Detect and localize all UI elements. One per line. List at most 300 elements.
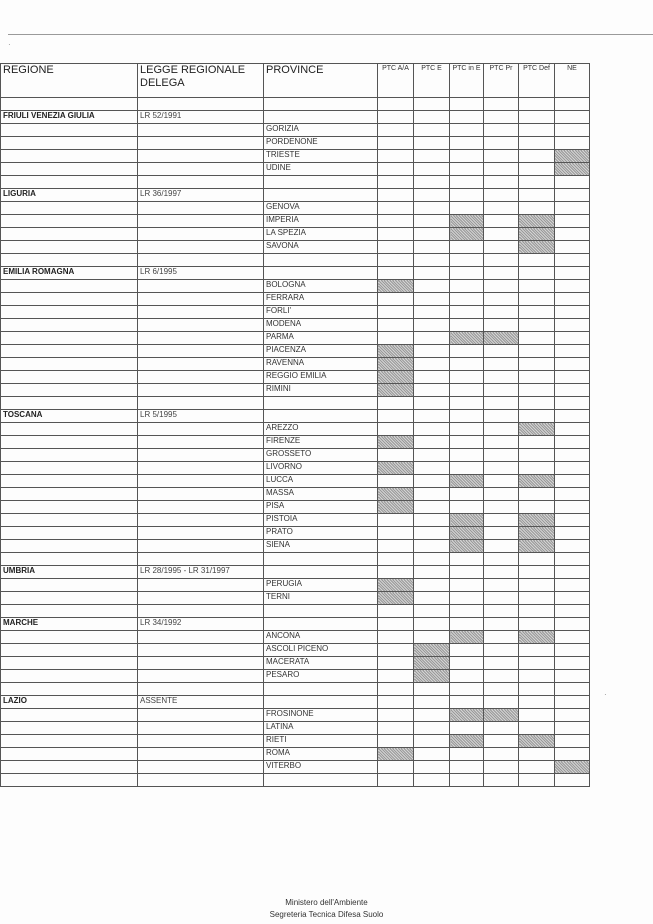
province-row xyxy=(1,241,590,254)
spacer-cell xyxy=(378,605,414,618)
spacer-cell xyxy=(1,553,138,566)
region-cell xyxy=(1,592,138,605)
blank-cell xyxy=(138,774,264,787)
status-cell xyxy=(484,527,519,540)
status-mark-cell xyxy=(555,150,590,163)
spacer-cell xyxy=(414,254,450,267)
status-cell xyxy=(555,592,590,605)
status-cell xyxy=(378,696,414,709)
region-row xyxy=(1,267,590,280)
status-cell xyxy=(378,631,414,644)
law-cell xyxy=(138,540,264,553)
province-row xyxy=(1,215,590,228)
province-name: FIRENZE xyxy=(264,436,378,449)
status-cell xyxy=(450,644,484,657)
status-cell xyxy=(555,514,590,527)
status-cell xyxy=(378,540,414,553)
region-cell xyxy=(1,488,138,501)
header-ptc-aa: PTC A/A xyxy=(378,64,414,98)
table-header-row xyxy=(1,64,590,98)
status-cell xyxy=(484,722,519,735)
province-name: RAVENNA xyxy=(264,358,378,371)
province-name: PERUGIA xyxy=(264,579,378,592)
province-row xyxy=(1,475,590,488)
status-cell xyxy=(378,410,414,423)
status-cell xyxy=(519,345,555,358)
law-cell xyxy=(138,748,264,761)
status-mark-cell xyxy=(378,501,414,514)
law-cell xyxy=(138,488,264,501)
spacer-cell xyxy=(264,254,378,267)
province-row xyxy=(1,514,590,527)
status-cell xyxy=(484,670,519,683)
spacer-row xyxy=(1,254,590,267)
status-mark-cell xyxy=(450,215,484,228)
region-law: LR 5/1995 xyxy=(138,410,264,423)
region-row xyxy=(1,410,590,423)
law-cell xyxy=(138,579,264,592)
law-cell xyxy=(138,137,264,150)
spacer-cell xyxy=(519,397,555,410)
region-name: LIGURIA xyxy=(1,189,138,202)
region-cell xyxy=(1,514,138,527)
status-cell xyxy=(555,111,590,124)
status-cell xyxy=(414,592,450,605)
status-cell xyxy=(555,332,590,345)
spacer-cell xyxy=(450,176,484,189)
status-cell xyxy=(484,384,519,397)
status-cell xyxy=(378,228,414,241)
status-cell xyxy=(555,137,590,150)
province-row xyxy=(1,709,590,722)
law-cell xyxy=(138,384,264,397)
province-name: FORLI' xyxy=(264,306,378,319)
status-cell xyxy=(555,124,590,137)
status-cell xyxy=(519,501,555,514)
region-cell xyxy=(1,423,138,436)
law-cell xyxy=(138,462,264,475)
region-cell xyxy=(1,631,138,644)
spacer-cell xyxy=(450,98,484,111)
region-row xyxy=(1,618,590,631)
region-cell xyxy=(1,527,138,540)
status-cell xyxy=(450,306,484,319)
status-cell xyxy=(450,189,484,202)
status-cell xyxy=(519,436,555,449)
status-cell xyxy=(414,449,450,462)
status-cell xyxy=(378,267,414,280)
status-cell xyxy=(414,514,450,527)
status-cell xyxy=(555,527,590,540)
spacer-cell xyxy=(519,254,555,267)
status-cell xyxy=(484,319,519,332)
status-cell xyxy=(414,475,450,488)
status-cell xyxy=(414,345,450,358)
status-cell xyxy=(519,410,555,423)
status-cell xyxy=(414,124,450,137)
spacer-row xyxy=(1,397,590,410)
status-cell xyxy=(519,163,555,176)
region-cell xyxy=(1,332,138,345)
status-mark-cell xyxy=(519,735,555,748)
status-cell xyxy=(450,579,484,592)
province-row xyxy=(1,644,590,657)
status-cell xyxy=(484,293,519,306)
status-cell xyxy=(519,267,555,280)
status-mark-cell xyxy=(378,592,414,605)
status-cell xyxy=(555,722,590,735)
status-mark-cell xyxy=(450,332,484,345)
status-cell xyxy=(414,293,450,306)
status-cell xyxy=(555,462,590,475)
status-cell xyxy=(450,319,484,332)
status-cell xyxy=(484,111,519,124)
status-cell xyxy=(484,371,519,384)
ptc-status-table xyxy=(0,63,590,787)
region-law: LR 36/1997 xyxy=(138,189,264,202)
spacer-cell xyxy=(555,553,590,566)
province-row xyxy=(1,540,590,553)
status-cell xyxy=(484,306,519,319)
status-cell xyxy=(519,384,555,397)
region-cell xyxy=(1,293,138,306)
province-name: MASSA xyxy=(264,488,378,501)
spacer-cell xyxy=(264,683,378,696)
region-law: LR 52/1991 xyxy=(138,111,264,124)
status-mark-cell xyxy=(519,228,555,241)
header-regione: REGIONE xyxy=(1,64,138,98)
spacer-cell xyxy=(450,683,484,696)
spacer-cell xyxy=(264,397,378,410)
status-cell xyxy=(450,384,484,397)
status-cell xyxy=(484,267,519,280)
law-cell xyxy=(138,280,264,293)
province-row xyxy=(1,371,590,384)
status-cell xyxy=(484,748,519,761)
province-name: LIVORNO xyxy=(264,462,378,475)
status-mark-cell xyxy=(378,280,414,293)
status-cell xyxy=(555,501,590,514)
province-row xyxy=(1,150,590,163)
spacer-cell xyxy=(1,397,138,410)
province-row xyxy=(1,228,590,241)
status-cell xyxy=(555,540,590,553)
province-name: PISA xyxy=(264,501,378,514)
status-mark-cell xyxy=(450,228,484,241)
province-row xyxy=(1,735,590,748)
status-cell xyxy=(414,462,450,475)
spacer-row xyxy=(1,176,590,189)
status-cell xyxy=(378,189,414,202)
status-mark-cell xyxy=(378,345,414,358)
law-cell xyxy=(138,514,264,527)
province-name: TRIESTE xyxy=(264,150,378,163)
status-cell xyxy=(484,241,519,254)
status-cell xyxy=(450,449,484,462)
status-cell xyxy=(519,358,555,371)
province-row xyxy=(1,124,590,137)
region-cell xyxy=(1,371,138,384)
law-cell xyxy=(138,644,264,657)
law-cell xyxy=(138,436,264,449)
status-cell xyxy=(414,163,450,176)
status-cell xyxy=(519,449,555,462)
province-name: TERNI xyxy=(264,592,378,605)
status-cell xyxy=(414,371,450,384)
status-cell xyxy=(378,111,414,124)
status-cell xyxy=(519,280,555,293)
header-ptc-e: PTC E xyxy=(414,64,450,98)
status-cell xyxy=(484,488,519,501)
status-mark-cell xyxy=(450,540,484,553)
spacer-cell xyxy=(519,553,555,566)
province-name: SIENA xyxy=(264,540,378,553)
status-mark-cell xyxy=(450,631,484,644)
law-cell xyxy=(138,631,264,644)
status-cell xyxy=(519,644,555,657)
status-cell xyxy=(484,592,519,605)
spacer-cell xyxy=(450,605,484,618)
spacer-cell xyxy=(138,254,264,267)
spacer-cell xyxy=(414,397,450,410)
spacer-cell xyxy=(519,98,555,111)
spacer-cell xyxy=(484,397,519,410)
scan-mark: · xyxy=(604,690,607,699)
law-cell xyxy=(138,501,264,514)
spacer-cell xyxy=(555,397,590,410)
status-cell xyxy=(414,488,450,501)
region-name: FRIULI VENEZIA GIULIA xyxy=(1,111,138,124)
spacer-cell xyxy=(138,683,264,696)
province-name: MACERATA xyxy=(264,657,378,670)
status-cell xyxy=(484,761,519,774)
status-cell xyxy=(450,371,484,384)
spacer-cell xyxy=(450,254,484,267)
law-cell xyxy=(138,670,264,683)
province-cell xyxy=(264,189,378,202)
region-name: MARCHE xyxy=(1,618,138,631)
status-cell xyxy=(378,722,414,735)
region-cell xyxy=(1,319,138,332)
status-cell xyxy=(414,358,450,371)
footer-ministry: Ministero dell'Ambiente xyxy=(285,898,368,907)
province-row xyxy=(1,436,590,449)
status-cell xyxy=(378,475,414,488)
footer-secretariat: Segreteria Tecnica Difesa Suolo xyxy=(269,910,384,919)
status-cell xyxy=(555,618,590,631)
region-cell xyxy=(1,449,138,462)
province-name: FERRARA xyxy=(264,293,378,306)
status-cell xyxy=(414,618,450,631)
status-cell xyxy=(519,696,555,709)
status-cell xyxy=(414,579,450,592)
status-cell xyxy=(450,410,484,423)
status-cell xyxy=(414,241,450,254)
status-cell xyxy=(378,761,414,774)
status-cell xyxy=(450,722,484,735)
status-cell xyxy=(378,306,414,319)
spacer-cell xyxy=(378,683,414,696)
status-cell xyxy=(555,579,590,592)
region-cell xyxy=(1,280,138,293)
province-name: PORDENONE xyxy=(264,137,378,150)
status-mark-cell xyxy=(519,423,555,436)
province-row xyxy=(1,163,590,176)
region-row xyxy=(1,566,590,579)
status-mark-cell xyxy=(519,475,555,488)
province-row xyxy=(1,202,590,215)
status-cell xyxy=(484,124,519,137)
spacer-cell xyxy=(519,683,555,696)
status-cell xyxy=(555,696,590,709)
province-name: PRATO xyxy=(264,527,378,540)
status-cell xyxy=(519,124,555,137)
status-cell xyxy=(519,332,555,345)
status-cell xyxy=(519,566,555,579)
spacer-cell xyxy=(450,397,484,410)
status-cell xyxy=(450,592,484,605)
status-cell xyxy=(450,696,484,709)
status-mark-cell xyxy=(450,514,484,527)
status-cell xyxy=(555,267,590,280)
status-cell xyxy=(555,371,590,384)
law-cell xyxy=(138,722,264,735)
region-name: TOSCANA xyxy=(1,410,138,423)
status-cell xyxy=(484,475,519,488)
status-cell xyxy=(414,280,450,293)
status-cell xyxy=(555,345,590,358)
province-row xyxy=(1,332,590,345)
status-cell xyxy=(555,319,590,332)
status-cell xyxy=(450,670,484,683)
status-cell xyxy=(484,436,519,449)
status-cell xyxy=(555,410,590,423)
law-cell xyxy=(138,202,264,215)
province-name: BOLOGNA xyxy=(264,280,378,293)
status-cell xyxy=(450,345,484,358)
status-cell xyxy=(378,566,414,579)
status-cell xyxy=(484,215,519,228)
spacer-cell xyxy=(378,397,414,410)
status-cell xyxy=(378,527,414,540)
status-cell xyxy=(484,423,519,436)
status-cell xyxy=(484,137,519,150)
spacer-cell xyxy=(378,98,414,111)
status-cell xyxy=(555,475,590,488)
status-mark-cell xyxy=(378,462,414,475)
status-mark-cell xyxy=(378,488,414,501)
region-cell xyxy=(1,644,138,657)
status-cell xyxy=(555,202,590,215)
status-mark-cell xyxy=(378,384,414,397)
status-cell xyxy=(450,501,484,514)
status-cell xyxy=(484,280,519,293)
province-cell xyxy=(264,696,378,709)
status-cell xyxy=(378,423,414,436)
province-name: GENOVA xyxy=(264,202,378,215)
province-row xyxy=(1,631,590,644)
province-row xyxy=(1,358,590,371)
spacer-cell xyxy=(414,605,450,618)
region-cell xyxy=(1,345,138,358)
region-cell xyxy=(1,722,138,735)
status-cell xyxy=(450,241,484,254)
status-cell xyxy=(414,319,450,332)
spacer-row xyxy=(1,98,590,111)
status-cell xyxy=(484,202,519,215)
status-mark-cell xyxy=(378,371,414,384)
status-cell xyxy=(555,215,590,228)
status-cell xyxy=(414,566,450,579)
status-cell xyxy=(484,657,519,670)
status-mark-cell xyxy=(378,358,414,371)
spacer-cell xyxy=(519,605,555,618)
blank-row xyxy=(1,774,590,787)
blank-cell xyxy=(1,774,138,787)
status-cell xyxy=(555,280,590,293)
region-cell xyxy=(1,761,138,774)
status-cell xyxy=(414,631,450,644)
region-cell xyxy=(1,228,138,241)
status-cell xyxy=(378,735,414,748)
province-row xyxy=(1,293,590,306)
status-cell xyxy=(414,215,450,228)
status-cell xyxy=(484,358,519,371)
spacer-cell xyxy=(378,176,414,189)
region-row xyxy=(1,111,590,124)
status-mark-cell xyxy=(484,709,519,722)
region-cell xyxy=(1,150,138,163)
status-mark-cell xyxy=(414,670,450,683)
province-row xyxy=(1,722,590,735)
status-cell xyxy=(414,202,450,215)
spacer-row xyxy=(1,605,590,618)
region-cell xyxy=(1,137,138,150)
status-cell xyxy=(378,644,414,657)
spacer-cell xyxy=(1,98,138,111)
status-mark-cell xyxy=(378,436,414,449)
status-cell xyxy=(378,163,414,176)
status-cell xyxy=(484,449,519,462)
header-ne: NE xyxy=(555,64,590,98)
status-cell xyxy=(519,579,555,592)
province-cell xyxy=(264,111,378,124)
status-cell xyxy=(414,423,450,436)
status-cell xyxy=(519,709,555,722)
status-cell xyxy=(484,150,519,163)
header-ptc-def: PTC Def xyxy=(519,64,555,98)
spacer-row xyxy=(1,683,590,696)
status-mark-cell xyxy=(519,215,555,228)
spacer-row xyxy=(1,553,590,566)
province-name: RIETI xyxy=(264,735,378,748)
province-row xyxy=(1,423,590,436)
status-cell xyxy=(378,150,414,163)
law-cell xyxy=(138,345,264,358)
spacer-cell xyxy=(484,683,519,696)
table-body xyxy=(1,98,590,787)
law-cell xyxy=(138,332,264,345)
status-cell xyxy=(378,670,414,683)
status-cell xyxy=(519,189,555,202)
province-name: GORIZIA xyxy=(264,124,378,137)
province-name: GROSSETO xyxy=(264,449,378,462)
status-cell xyxy=(450,111,484,124)
province-name: AREZZO xyxy=(264,423,378,436)
status-cell xyxy=(519,748,555,761)
status-cell xyxy=(378,514,414,527)
province-name: ANCONA xyxy=(264,631,378,644)
